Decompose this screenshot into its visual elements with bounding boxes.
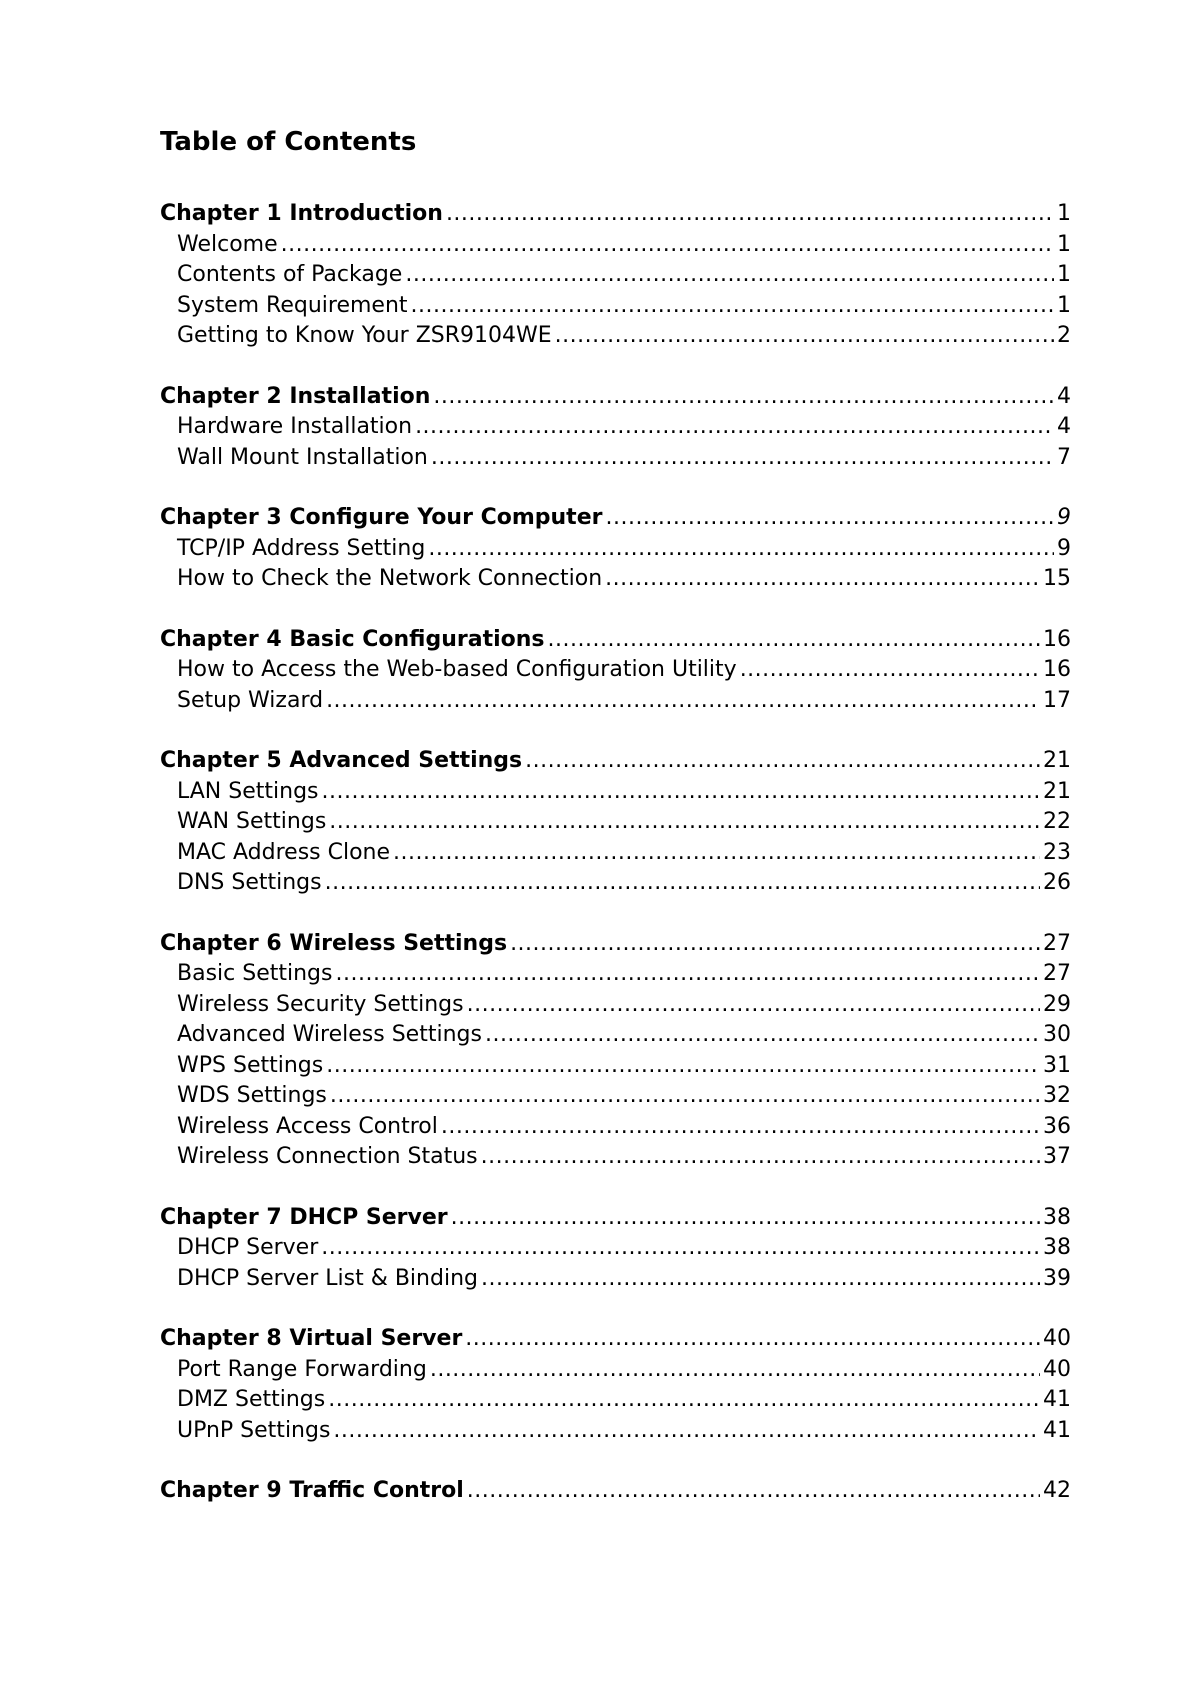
section-entry[interactable] [160, 564, 1071, 595]
section-entry[interactable] [160, 1112, 1071, 1143]
section-entry-page-number: 41 [1043, 1387, 1071, 1412]
chapter-entry-label: Chapter 9 Traffic Control [160, 1478, 464, 1503]
dot-leader [465, 1324, 1040, 1355]
section-entry-label: Wall Mount Installation [177, 444, 428, 470]
dot-leader [467, 990, 1040, 1021]
dot-leader [411, 291, 1054, 322]
section-entry[interactable] [160, 1264, 1071, 1295]
chapter-entry-label: Chapter 8 Virtual Server [160, 1326, 463, 1351]
section-entry-label: Port Range Forwarding [177, 1356, 427, 1382]
dot-leader [325, 868, 1040, 899]
chapter-entry-page-number: 42 [1043, 1478, 1071, 1503]
dot-leader [405, 260, 1054, 291]
section-entry[interactable] [160, 1416, 1071, 1447]
section-entry[interactable] [160, 1051, 1071, 1082]
section-entry-label: WAN Settings [177, 809, 327, 834]
section-entry[interactable] [160, 1081, 1071, 1112]
section-entry[interactable] [160, 1233, 1071, 1264]
chapter-entry[interactable] [160, 746, 1071, 777]
section-entry[interactable] [160, 686, 1071, 717]
section-entry-page-number: 30 [1043, 1022, 1071, 1047]
dot-leader [451, 1203, 1040, 1234]
section-entry-page-number: 2 [1057, 323, 1071, 348]
section-entry[interactable] [160, 1385, 1071, 1416]
section-entry-page-number: 16 [1043, 657, 1071, 682]
section-entry-label: Setup Wizard [177, 687, 324, 713]
section-entry-label: Basic Settings [177, 961, 333, 986]
chapter-block [160, 382, 1071, 474]
dot-leader [322, 777, 1041, 808]
chapter-entry-page-number: 38 [1043, 1204, 1071, 1230]
section-entry[interactable] [160, 534, 1071, 565]
section-entry[interactable] [160, 443, 1071, 474]
chapter-entry[interactable] [160, 382, 1071, 413]
chapter-block [160, 1203, 1071, 1295]
dot-leader [467, 1476, 1040, 1507]
chapter-entry[interactable] [160, 199, 1071, 230]
dot-leader [321, 1233, 1040, 1264]
dot-leader [281, 230, 1054, 261]
section-entry-label: How to Check the Network Connection [177, 566, 603, 591]
dot-leader [326, 1051, 1040, 1082]
chapter-entry[interactable] [160, 1324, 1071, 1355]
section-entry-label: MAC Address Clone [177, 839, 391, 865]
dot-leader [329, 807, 1040, 838]
dot-leader [430, 1355, 1040, 1386]
chapter-block [160, 1324, 1071, 1446]
section-entry-label: Wireless Security Settings [177, 991, 464, 1017]
section-entry-label: How to Access the Web-based Configuration Utility [177, 657, 737, 682]
chapter-entry-page-number: 40 [1043, 1326, 1071, 1351]
section-entry[interactable] [160, 1355, 1071, 1386]
section-entry-label: Contents of Package [177, 262, 403, 287]
dot-leader [333, 1416, 1040, 1447]
section-entry-page-number: 26 [1043, 870, 1071, 895]
chapter-entry-label: Chapter 6 Wireless Settings [160, 930, 508, 956]
chapter-entry-label: Chapter 7 DHCP Server [160, 1204, 448, 1230]
section-entry-page-number: 31 [1043, 1052, 1071, 1078]
dot-leader [605, 503, 1054, 534]
section-entry-label: DHCP Server [177, 1235, 319, 1260]
dot-leader [605, 564, 1040, 595]
dot-leader [740, 655, 1040, 686]
dot-leader [428, 534, 1054, 565]
chapter-entry[interactable] [160, 929, 1071, 960]
chapter-entry-page-number: 9 [1057, 505, 1071, 530]
section-entry-page-number: 17 [1043, 687, 1071, 713]
section-entry-page-number: 23 [1043, 839, 1071, 865]
section-entry-label: Getting to Know Your ZSR9104WE [177, 323, 552, 348]
dot-leader [441, 1112, 1040, 1143]
dot-leader [431, 443, 1054, 474]
section-entry[interactable] [160, 655, 1071, 686]
section-entry-page-number: 4 [1057, 414, 1071, 439]
section-entry-label: Welcome [177, 231, 278, 257]
section-entry-page-number: 36 [1043, 1113, 1071, 1139]
dot-leader [481, 1264, 1040, 1295]
section-entry[interactable] [160, 260, 1071, 291]
section-entry[interactable] [160, 868, 1071, 899]
chapter-block [160, 625, 1071, 717]
section-entry-page-number: 32 [1043, 1083, 1071, 1108]
section-entry-page-number: 41 [1043, 1417, 1071, 1443]
section-entry-label: LAN Settings [177, 778, 319, 804]
section-entry-label: WPS Settings [177, 1052, 324, 1078]
section-entry[interactable] [160, 230, 1071, 261]
section-entry-label: UPnP Settings [177, 1417, 331, 1443]
chapter-entry[interactable] [160, 503, 1071, 534]
section-entry-label: DMZ Settings [177, 1387, 326, 1412]
section-entry-label: Advanced Wireless Settings [177, 1022, 482, 1047]
section-entry[interactable] [160, 1020, 1071, 1051]
chapter-entry-label: Chapter 2 Installation [160, 383, 431, 409]
section-entry-page-number: 29 [1043, 991, 1071, 1017]
section-entry-label: Wireless Connection Status [177, 1144, 478, 1169]
chapter-block [160, 199, 1071, 352]
section-entry-label: TCP/IP Address Setting [177, 535, 426, 561]
section-entry-label: WDS Settings [177, 1083, 327, 1108]
dot-leader [415, 412, 1054, 443]
section-entry-label: DHCP Server List & Binding [177, 1265, 478, 1291]
dot-leader [481, 1142, 1040, 1173]
section-entry[interactable] [160, 959, 1071, 990]
chapter-entry-page-number: 27 [1043, 930, 1071, 956]
chapter-block [160, 1476, 1071, 1507]
chapter-block [160, 929, 1071, 1173]
section-entry-page-number: 22 [1043, 809, 1071, 834]
dot-leader [335, 959, 1040, 990]
section-entry-page-number: 1 [1057, 262, 1071, 287]
section-entry-label: System Requirement [177, 292, 408, 318]
section-entry-page-number: 7 [1057, 444, 1071, 470]
section-entry-page-number: 9 [1057, 535, 1071, 561]
section-entry-page-number: 40 [1043, 1356, 1071, 1382]
section-entry-page-number: 37 [1043, 1144, 1071, 1169]
dot-leader [433, 382, 1054, 413]
chapter-entry[interactable] [160, 1476, 1071, 1507]
chapter-entry-page-number: 1 [1057, 201, 1071, 226]
section-entry[interactable] [160, 1142, 1071, 1173]
dot-leader [525, 746, 1040, 777]
section-entry[interactable] [160, 807, 1071, 838]
chapter-entry[interactable] [160, 1203, 1071, 1234]
dot-leader [326, 686, 1040, 717]
chapter-entry-label: Chapter 3 Configure Your Computer [160, 505, 603, 530]
section-entry[interactable] [160, 291, 1071, 322]
chapter-entry[interactable] [160, 625, 1071, 656]
chapter-block [160, 503, 1071, 595]
section-entry-label: Wireless Access Control [177, 1113, 438, 1139]
section-entry-page-number: 39 [1043, 1265, 1071, 1291]
section-entry-page-number: 38 [1043, 1235, 1071, 1260]
section-entry[interactable] [160, 838, 1071, 869]
section-entry[interactable] [160, 321, 1071, 352]
section-entry-page-number: 15 [1043, 566, 1071, 591]
table-of-contents [160, 199, 1071, 1507]
chapter-entry-page-number: 21 [1043, 748, 1071, 773]
dot-leader [485, 1020, 1040, 1051]
section-entry-page-number: 21 [1043, 778, 1071, 804]
dot-leader [328, 1385, 1040, 1416]
section-entry[interactable] [160, 990, 1071, 1021]
dot-leader [548, 625, 1040, 656]
dot-leader [510, 929, 1040, 960]
section-entry-label: Hardware Installation [177, 414, 413, 439]
section-entry-label: DNS Settings [177, 870, 322, 895]
dot-leader [393, 838, 1040, 869]
chapter-entry-page-number: 16 [1043, 626, 1071, 652]
section-entry[interactable] [160, 777, 1071, 808]
chapter-entry-label: Chapter 5 Advanced Settings [160, 748, 523, 773]
chapter-entry-page-number: 4 [1057, 383, 1071, 409]
toc-title: Table of Contents [160, 127, 417, 157]
chapter-block [160, 746, 1071, 899]
section-entry[interactable] [160, 412, 1071, 443]
chapter-entry-label: Chapter 1 Introduction [160, 201, 443, 226]
chapter-entry-label: Chapter 4 Basic Configurations [160, 626, 545, 652]
section-entry-page-number: 1 [1057, 231, 1071, 257]
dot-leader [555, 321, 1054, 352]
dot-leader [446, 199, 1054, 230]
section-entry-page-number: 1 [1057, 292, 1071, 318]
section-entry-page-number: 27 [1043, 961, 1071, 986]
dot-leader [330, 1081, 1040, 1112]
